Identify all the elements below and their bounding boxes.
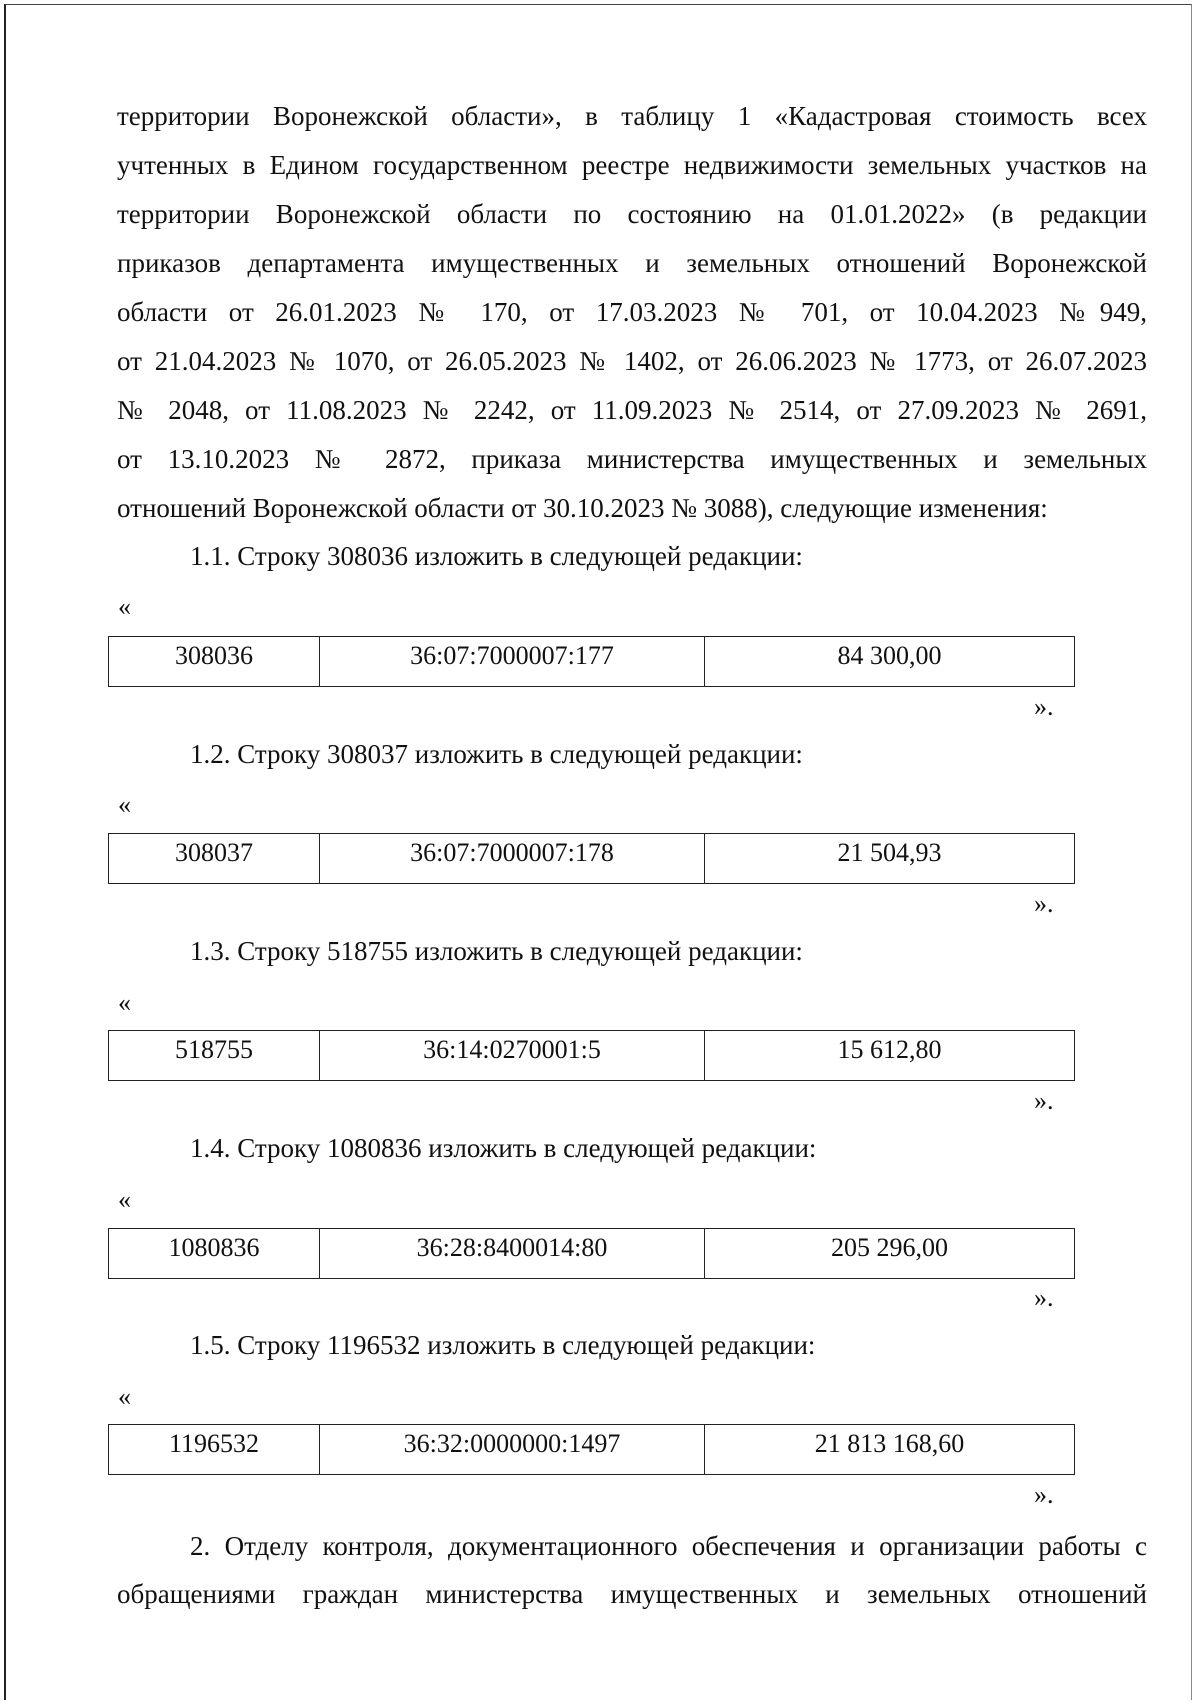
quote-close: ».	[1034, 889, 1054, 918]
table-row	[109, 834, 1075, 884]
intro-line: территории Воронежской области по состоянию на 01.01.2022» (в редакции	[117, 199, 1147, 229]
replacement-row-table	[108, 636, 1075, 687]
quote-open: «	[118, 592, 131, 621]
table-row	[109, 1031, 1075, 1081]
cadastral-value-cell: 84 300,00	[705, 637, 1075, 687]
intro-line: от 21.04.2023 № 1070, от 26.05.2023 № 1402, от 26.06.2023 № 1773, от 26.07.2023	[117, 346, 1147, 376]
row-number-cell: 1080836	[109, 1229, 320, 1279]
cadastral-number-cell: 36:07:7000007:177	[320, 637, 705, 687]
intro-line: № 2048, от 11.08.2023 № 2242, от 11.09.2023 № 2514, от 27.09.2023 № 2691,	[117, 395, 1147, 425]
quote-open: «	[118, 1382, 131, 1411]
paragraph-2	[117, 1522, 1147, 1618]
cadastral-value-cell: 205 296,00	[705, 1229, 1075, 1279]
replacement-row-table	[108, 1030, 1075, 1081]
quote-close: ».	[1034, 692, 1054, 721]
cadastral-value-cell: 21 813 168,60	[705, 1425, 1075, 1475]
table-row	[109, 637, 1075, 687]
intro-line: от 13.10.2023 № 2872, приказа министерства имущественных и земельных	[117, 444, 1147, 474]
row-number-cell: 308037	[109, 834, 320, 884]
quote-close: ».	[1034, 1086, 1054, 1115]
replacement-row-table	[108, 833, 1075, 884]
cadastral-number-cell: 36:32:0000000:1497	[320, 1425, 705, 1475]
cadastral-value-cell: 15 612,80	[705, 1031, 1075, 1081]
paragraph-line: обращениями граждан министерства имущественных и земельных отношений	[117, 1579, 1147, 1609]
intro-line: области от 26.01.2023 № 170, от 17.03.2023 № 701, от 10.04.2023 №949,	[117, 297, 1147, 327]
item-heading: 1.5. Строку 1196532 изложить в следующей редакции:	[190, 1330, 816, 1360]
quote-open: «	[118, 1185, 131, 1214]
cadastral-number-cell: 36:07:7000007:178	[320, 834, 705, 884]
intro-line: отношений Воронежской области от 30.10.2023 № 3088), следующие изменения:	[117, 493, 1048, 523]
replacement-row-table	[108, 1424, 1075, 1475]
item-heading: 1.4. Строку 1080836 изложить в следующей редакции:	[190, 1133, 817, 1163]
cadastral-value-cell: 21 504,93	[705, 834, 1075, 884]
row-number-cell: 1196532	[109, 1425, 320, 1475]
row-number-cell: 518755	[109, 1031, 320, 1081]
item-heading: 1.3. Строку 518755 изложить в следующей редакции:	[190, 936, 803, 966]
quote-close: ».	[1034, 1283, 1054, 1312]
intro-line: приказов департамента имущественных и земельных отношений Воронежской	[117, 248, 1147, 278]
table-row	[109, 1229, 1075, 1279]
quote-open: «	[118, 988, 131, 1017]
intro-paragraph	[117, 92, 1147, 533]
cadastral-number-cell: 36:28:8400014:80	[320, 1229, 705, 1279]
replacement-row-table	[108, 1228, 1075, 1279]
item-heading: 1.2. Строку 308037 изложить в следующей редакции:	[190, 739, 803, 769]
paragraph-line: 2. Отделу контроля, документационного обеспечения и организации работы с	[190, 1531, 1147, 1561]
table-row	[109, 1425, 1075, 1475]
row-number-cell: 308036	[109, 637, 320, 687]
quote-close: ».	[1034, 1480, 1054, 1509]
intro-line: территории Воронежской области», в таблицу 1 «Кадастровая стоимость всех	[117, 101, 1147, 131]
item-heading: 1.1. Строку 308036 изложить в следующей редакции:	[190, 541, 803, 571]
intro-line: учтенных в Едином государственном реестре недвижимости земельных участков на	[117, 150, 1147, 180]
quote-open: «	[118, 790, 131, 819]
cadastral-number-cell: 36:14:0270001:5	[320, 1031, 705, 1081]
